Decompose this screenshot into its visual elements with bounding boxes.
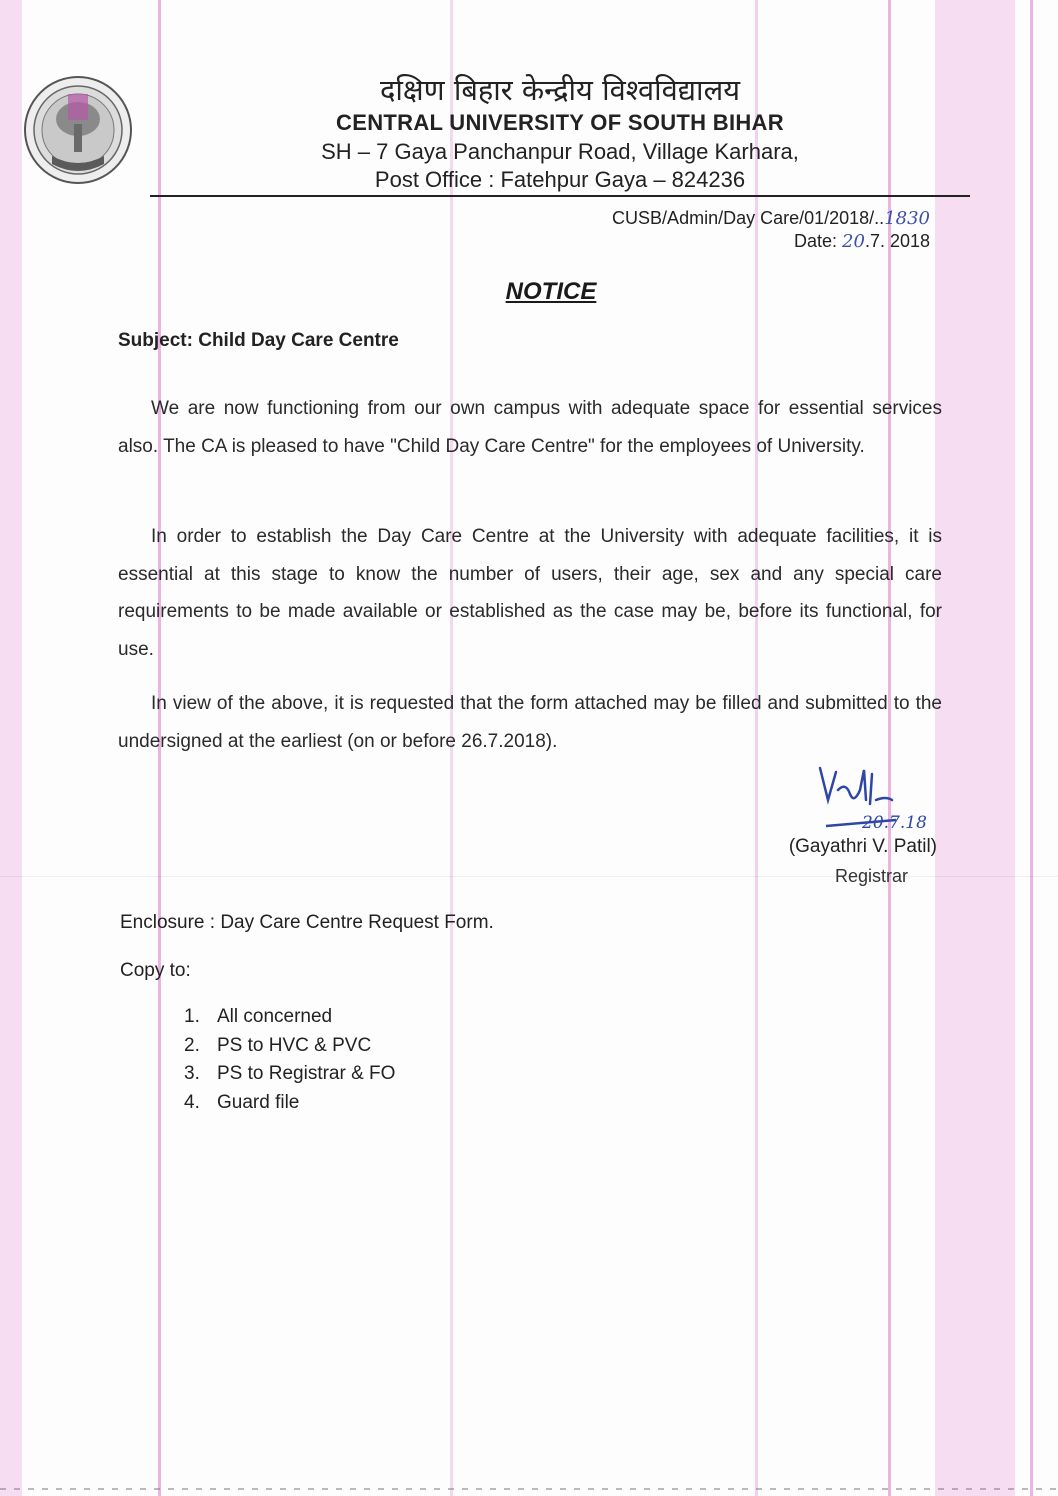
enclosure-note: Enclosure : Day Care Centre Request Form. <box>120 912 494 933</box>
reference-number-prefix: CUSB/Admin/Day Care/01/2018/.. <box>612 208 885 228</box>
notice-date <box>794 231 930 252</box>
scan-line <box>1030 0 1033 1496</box>
notice-title: NOTICE <box>505 278 597 305</box>
body-paragraph-1: We are now functioning from our own campus with adequate space for essential services also. The CA is pleased to have "Child Day Care Centre" for the employees of University. <box>118 398 942 457</box>
copy-to-list <box>184 1006 395 1120</box>
list-item <box>184 1063 395 1092</box>
university-name: CENTRAL UNIVERSITY OF SOUTH BIHAR <box>336 110 784 135</box>
signature-handwritten-date: 20.7.18 <box>862 813 927 833</box>
list-item-number: 3. <box>184 1063 200 1084</box>
list-item <box>184 1035 395 1064</box>
list-item-text: All concerned <box>217 1006 333 1027</box>
university-seal-logo <box>22 74 134 186</box>
date-day-handwritten: 20 <box>842 231 865 252</box>
notice-subject: Subject: Child Day Care Centre <box>118 330 399 351</box>
address-line-1: SH – 7 Gaya Panchanpur Road, Village Karhara, <box>321 139 799 164</box>
list-item <box>184 1092 395 1121</box>
signatory-name: (Gayathri V. Patil) <box>788 836 937 857</box>
scan-stripe-left <box>0 0 22 1496</box>
body-paragraph-2: In order to establish the Day Care Centre at the University with adequate facilities, it is essential at this stage to know the number of users, their age, sex and any special care requirements to be made available or established as the case may be, before its functional, for use. <box>118 526 942 660</box>
signatory-designation: Registrar <box>834 866 908 886</box>
date-label: Date: <box>794 231 843 251</box>
list-item-text: PS to Registrar & FO <box>217 1063 396 1084</box>
date-rest: .7. 2018 <box>864 231 930 251</box>
body-paragraph-3: In view of the above, it is requested that the form attached may be filled and submitted to the undersigned at the earliest (on or before 26.7.2018). <box>118 693 942 752</box>
university-name-hindi: दक्षिण बिहार केन्द्रीय विश्वविद्यालय <box>379 73 741 107</box>
scan-edge <box>0 1488 1058 1490</box>
list-item <box>184 1006 395 1035</box>
reference-number-handwritten: 1830 <box>884 208 930 229</box>
address-line-2: Post Office : Fatehpur Gaya – 824236 <box>374 167 746 192</box>
list-item-number: 4. <box>184 1091 200 1113</box>
list-item-text: PS to HVC & PVC <box>217 1034 372 1056</box>
reference-number <box>612 208 930 229</box>
scan-stripe-right <box>935 0 1015 1496</box>
list-item-text: Guard file <box>217 1091 300 1113</box>
header-rule <box>150 195 970 197</box>
list-item-number: 1. <box>184 1006 200 1027</box>
registrar-signature <box>806 760 936 834</box>
list-item-number: 2. <box>184 1034 200 1056</box>
copy-to-label: Copy to: <box>120 960 191 981</box>
